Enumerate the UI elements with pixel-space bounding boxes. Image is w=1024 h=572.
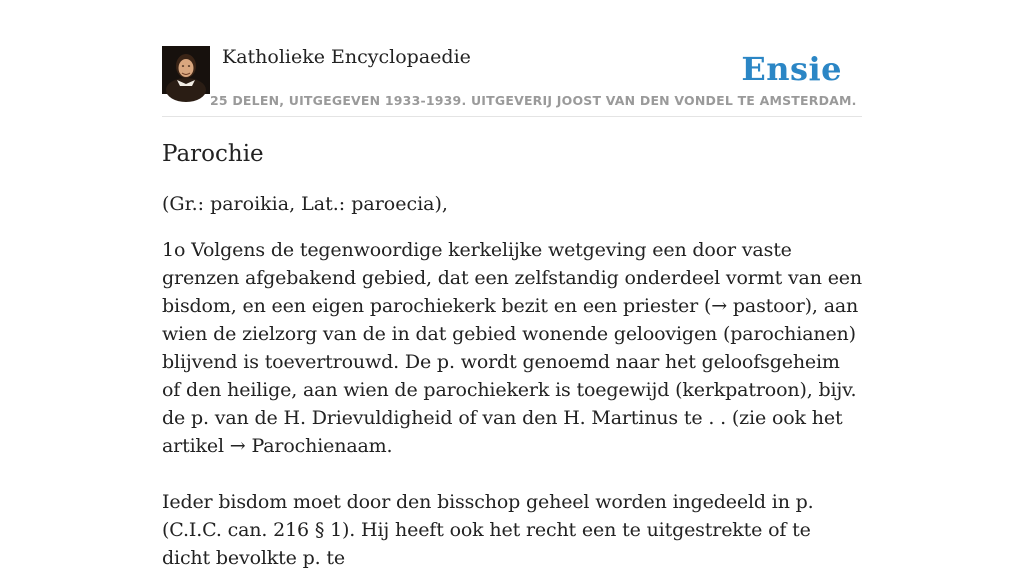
portrait-icon <box>162 46 210 94</box>
source-subtitle: 25 DELEN, UITGEGEVEN 1933-1939. UITGEVERIJ JOOST VAN DEN VONDEL TE AMSTERDAM. <box>210 93 857 108</box>
article-paragraph: Ieder bisdom moet door den bisschop geheel worden ingedeeld in p. (C.I.C. can. 216 § 1). Hij heeft ook het recht een te uitgestrekte of te dicht bevolkte p. te <box>162 491 814 569</box>
page-title: Parochie <box>162 141 264 167</box>
source-header <box>162 46 862 117</box>
article <box>162 138 862 572</box>
ensie-logo-link[interactable]: Ensie <box>741 50 842 88</box>
source-title[interactable]: Katholieke Encyclopaedie <box>222 46 471 68</box>
etymology: (Gr.: paroikia, Lat.: paroecia), <box>162 193 448 215</box>
article-paragraph: 1o Volgens de tegenwoordige kerkelijke wetgeving een door vaste grenzen afgebakend gebied, dat een zelfstandig onderdeel vormt van een bisdom, en een eigen parochiekerk bezit en een priester (→ pastoor), aan wien de zielzorg van de in dat gebied wonende geloovigen (parochianen) blijvend is toevertrouwd. De p. wordt genoemd naar het geloofsgeheim of den heilige, aan wien de parochiekerk is toegewijd (kerkpatroon), bijv. de p. van de H. Drievuldigheid of van den H. Martinus te . . (zie ook het artikel → Parochienaam. <box>162 239 862 457</box>
source-avatar[interactable] <box>162 46 210 94</box>
